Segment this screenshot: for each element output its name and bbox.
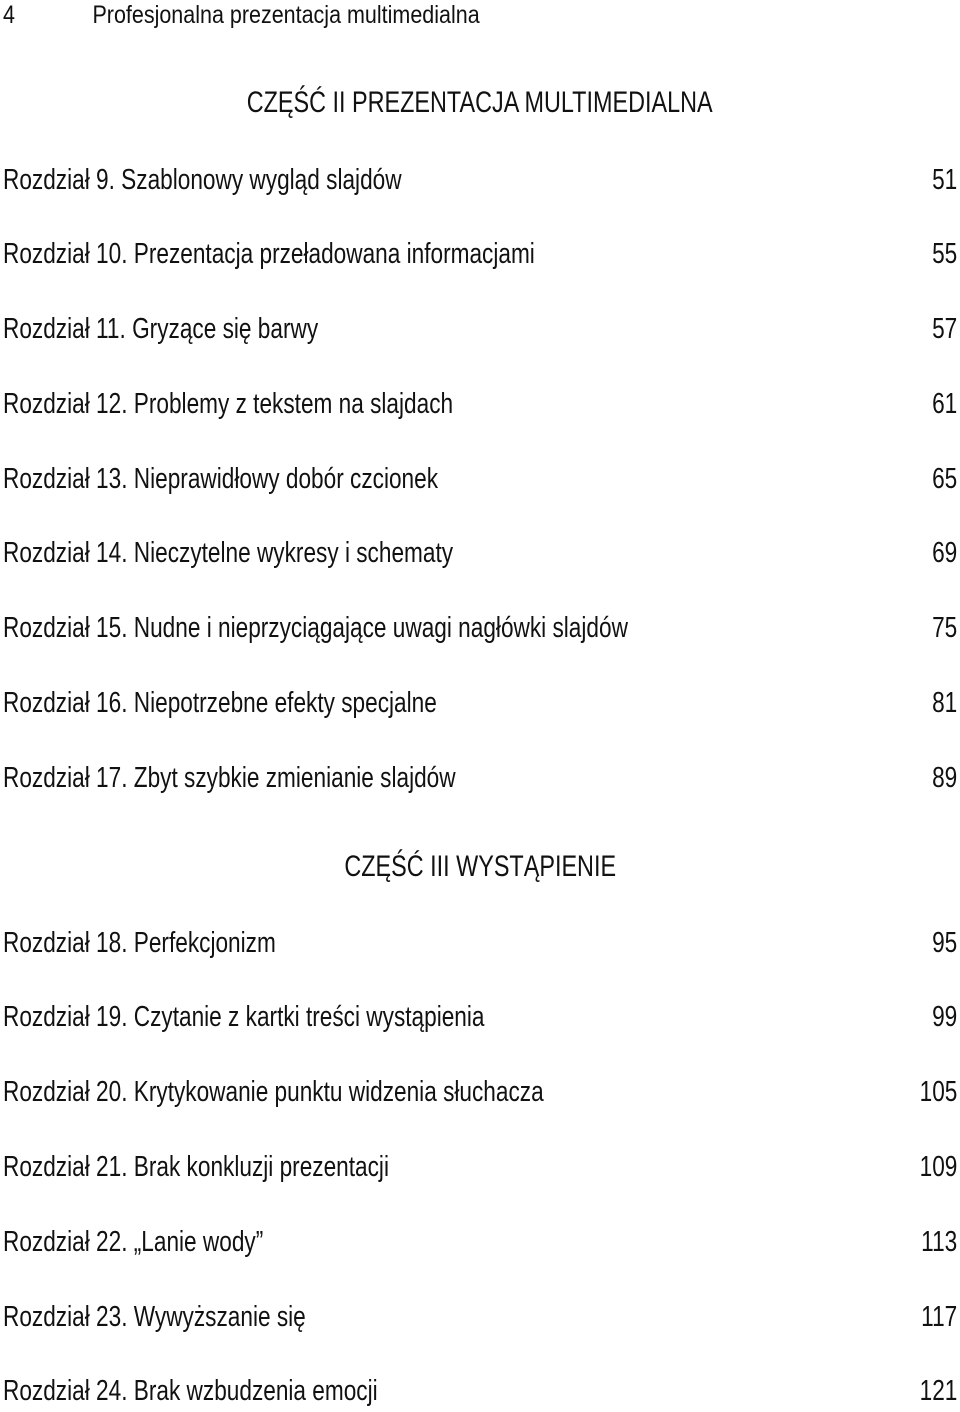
toc-entry[interactable] xyxy=(0,535,960,571)
toc-entry[interactable] xyxy=(0,236,960,272)
toc-entry-page: 95 xyxy=(931,927,957,959)
toc-entry-page: 81 xyxy=(931,687,957,719)
toc-entry-title: Rozdział 15. Nudne i nieprzyciągające uwagi nagłówki slajdów xyxy=(3,612,628,644)
toc-entry[interactable] xyxy=(0,461,960,497)
toc-entry-page: 55 xyxy=(931,238,957,270)
toc-entry[interactable] xyxy=(0,1074,960,1110)
toc-entry-page: 65 xyxy=(931,463,957,495)
toc-entry-title: Rozdział 11. Gryzące się barwy xyxy=(3,313,319,345)
toc-entry-page: 109 xyxy=(919,1151,957,1183)
toc-entry-title: Rozdział 21. Brak konkluzji prezentacji xyxy=(3,1151,389,1183)
toc-entry[interactable] xyxy=(0,1299,960,1335)
book-title: Profesjonalna prezentacja multimedialna xyxy=(92,1,480,29)
toc-entry-page: 89 xyxy=(931,762,957,794)
toc-entry-page: 69 xyxy=(931,537,957,569)
toc-entry-page: 117 xyxy=(920,1301,957,1333)
toc-entry-title: Rozdział 16. Niepotrzebne efekty specjalne xyxy=(3,687,437,719)
toc-entry-page: 51 xyxy=(931,164,957,196)
toc-entry[interactable] xyxy=(0,311,960,347)
toc-entry[interactable] xyxy=(0,925,960,961)
toc-entry-title: Rozdział 10. Prezentacja przeładowana informacjami xyxy=(3,238,535,270)
toc-entry-page: 61 xyxy=(931,388,957,420)
toc-entry-page: 99 xyxy=(931,1001,957,1033)
toc-entry[interactable] xyxy=(0,162,960,198)
toc-entry-title: Rozdział 23. Wywyższanie się xyxy=(3,1301,306,1333)
toc-entry[interactable] xyxy=(0,1224,960,1260)
toc-entry-page: 57 xyxy=(931,313,957,345)
running-head xyxy=(3,0,480,30)
toc-entry-title: Rozdział 22. „Lanie wody” xyxy=(3,1226,264,1258)
toc-entry-page: 75 xyxy=(931,612,957,644)
toc-entry-page: 121 xyxy=(919,1375,957,1407)
part-heading xyxy=(0,86,960,120)
toc-entry[interactable] xyxy=(0,1373,960,1409)
toc-entry-page: 105 xyxy=(919,1076,957,1108)
toc-entry[interactable] xyxy=(0,1149,960,1185)
toc-entry-title: Rozdział 24. Brak wzbudzenia emocji xyxy=(3,1375,378,1407)
page-number: 4 xyxy=(3,1,15,29)
toc-entry-title: Rozdział 18. Perfekcjonizm xyxy=(3,927,276,959)
toc-entry[interactable] xyxy=(0,685,960,721)
toc-entry-title: Rozdział 14. Nieczytelne wykresy i schematy xyxy=(3,537,454,569)
toc-entry-title: Rozdział 19. Czytanie z kartki treści wystąpienia xyxy=(3,1001,485,1033)
toc-entry-title: Rozdział 20. Krytykowanie punktu widzenia słuchacza xyxy=(3,1076,544,1108)
toc-entry-page: 113 xyxy=(920,1226,957,1258)
toc-entry[interactable] xyxy=(0,999,960,1035)
toc-entry-title: Rozdział 13. Nieprawidłowy dobór czcionek xyxy=(3,463,439,495)
toc-entry-title: Rozdział 17. Zbyt szybkie zmienianie slajdów xyxy=(3,762,456,794)
toc-entry[interactable] xyxy=(0,386,960,422)
part-heading-text: CZĘŚĆ III WYSTĄPIENIE xyxy=(344,850,616,883)
part-heading xyxy=(0,850,960,884)
toc-entry-title: Rozdział 12. Problemy z tekstem na slajdach xyxy=(3,388,454,420)
toc-entry-title: Rozdział 9. Szablonowy wygląd slajdów xyxy=(3,164,402,196)
toc-entry[interactable] xyxy=(0,610,960,646)
part-heading-text: CZĘŚĆ II PREZENTACJA MULTIMEDIALNA xyxy=(247,86,713,119)
toc-entry[interactable] xyxy=(0,760,960,796)
